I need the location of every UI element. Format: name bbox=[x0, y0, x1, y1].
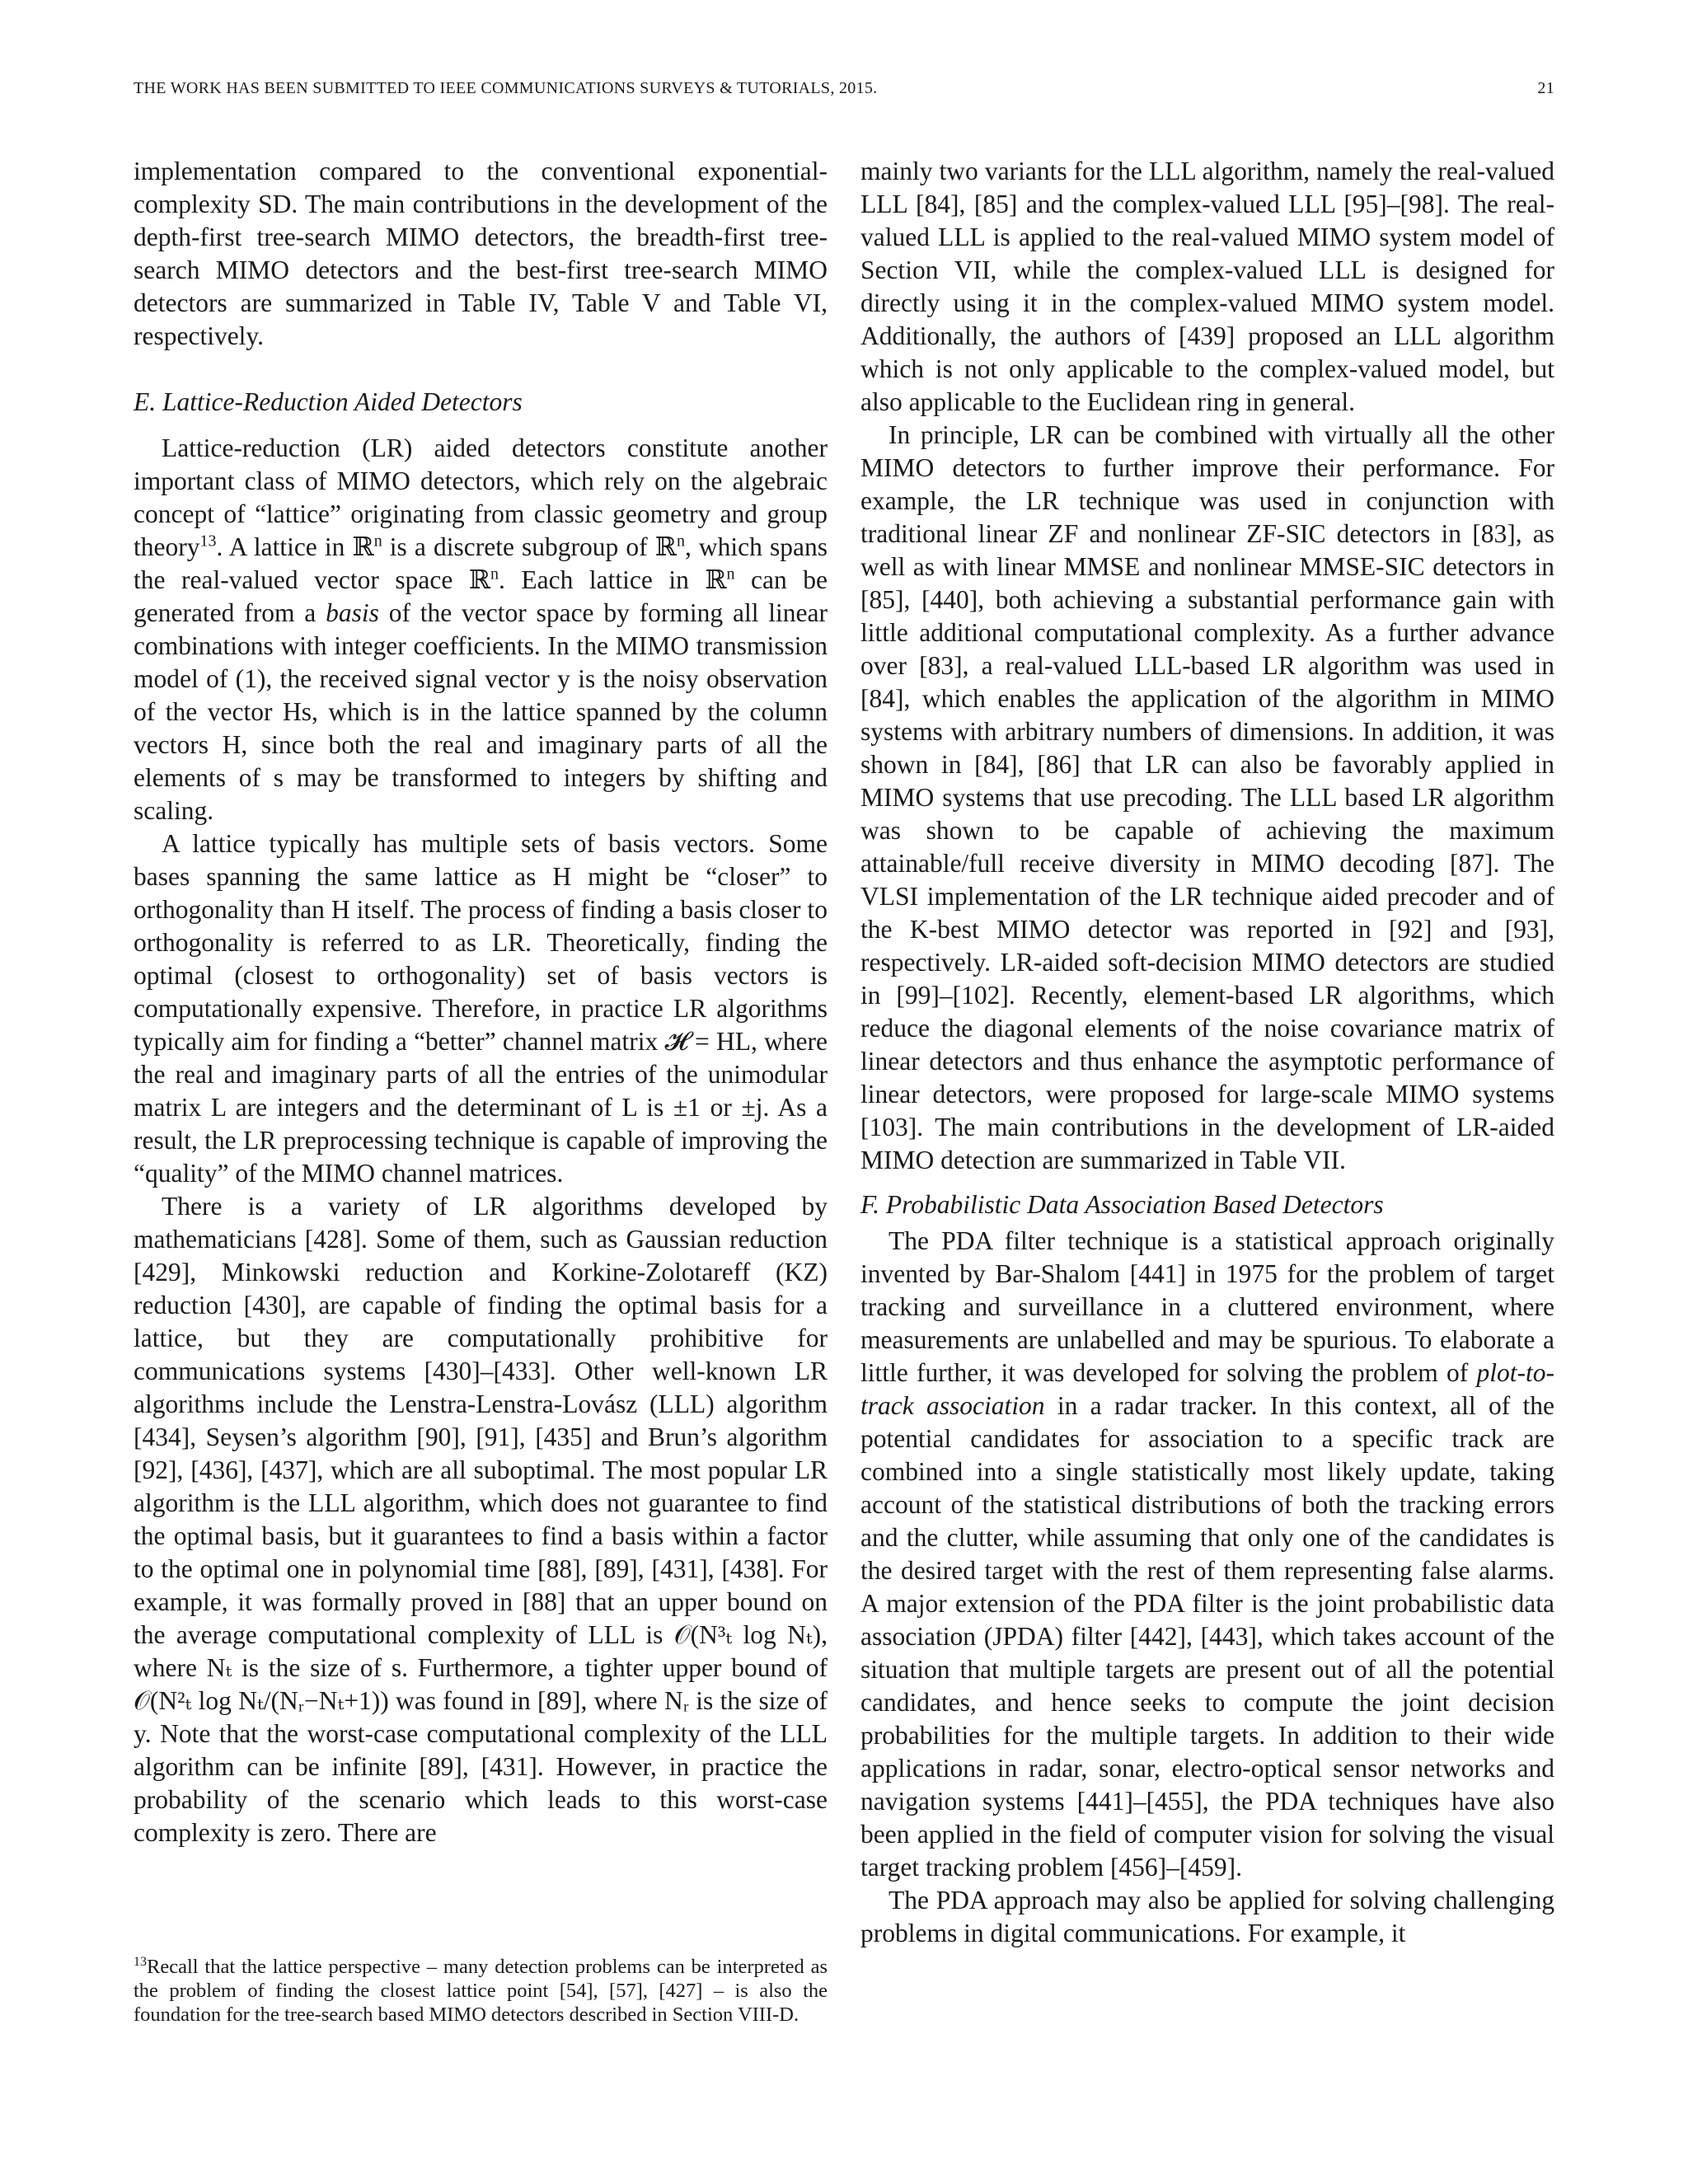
footnote-ref[interactable]: 13 bbox=[199, 532, 217, 551]
page-number: 21 bbox=[1537, 79, 1554, 97]
journal-header: THE WORK HAS BEEN SUBMITTED TO IEEE COMMUNICATIONS SURVEYS & TUTORIALS, 2015. bbox=[134, 79, 878, 97]
superscript: n bbox=[490, 565, 499, 583]
right-column bbox=[860, 155, 1554, 1950]
superscript: n bbox=[726, 565, 735, 583]
text-span: can be generated from a bbox=[134, 565, 828, 627]
footnote bbox=[134, 1955, 828, 2027]
text-span: Lattice-reduction (LR) aided detectors constitute another important class of MIMO detectors, which rely on the algebraic concept of “lattice” originating from classic geometry and group theory bbox=[134, 434, 828, 561]
paragraph bbox=[860, 1225, 1554, 1884]
footnote-mark: 13 bbox=[134, 1954, 147, 1969]
paragraph: mainly two variants for the LLL algorithm, namely the real-valued LLL [84], [85] and the complex-valued LLL [95]–[98]. The real-valued LLL is applied to the real-valued MIMO system model of Section VII, while the complex-valued LLL is designed for directly using it in the complex-valued MIMO system model. Additionally, the authors of [439] proposed an LLL algorithm which is not only applicable to the complex-valued model, but also applicable to the Euclidean ring in general. bbox=[860, 157, 1554, 416]
text-span: . A lattice in ℝ bbox=[216, 532, 374, 561]
paragraph bbox=[134, 432, 828, 827]
superscript: n bbox=[676, 532, 685, 551]
paragraph: There is a variety of LR algorithms developed by mathematicians [428]. Some of them, such as Gaussian reduction [429], Minkowski reduction and Korkine-Zolotareff (KZ) reduction [430], are capable of finding the optimal basis for a lattice, but they are computationally prohibitive for communications systems [430]–[433]. Other well-known LR algorithms include the Lenstra-Lenstra-Lovász (LLL) algorithm [434], Seysen’s algorithm [90], [91], [435] and Brun’s algorithm [92], [436], [437], which are all suboptimal. The most popular LR algorithm is the LLL algorithm, which does not guarantee to find the optimal basis, but it guarantees to find a basis within a factor to the optimal one in polynomial time [88], [89], [431], [438]. For example, it was formally proved in [88] that an upper bound on the average computational complexity of LLL is 𝒪(N³ₜ log Nₜ), where Nₜ is the size of s. Furthermore, a tighter upper bound of 𝒪(N²ₜ log Nₜ/(Nᵣ−Nₜ+1)) was found in [89], where Nᵣ is the size of y. Note that the worst-case computational complexity of the LLL algorithm can be infinite [89], [431]. However, in practice the probability of the scenario which leads to this worst-case complexity is zero. There are bbox=[134, 1192, 828, 1847]
text-span: is a discrete subgroup of ℝ bbox=[382, 532, 677, 561]
running-head bbox=[134, 79, 1554, 98]
text-span: The PDA filter technique is a statistical approach originally invented by Bar-Shalom [441] in 1975 for the problem of target tracking and surveillance in a cluttered environment, where measurements are unlabelled and may be spurious. To elaborate a little further, it was developed for solving the problem of bbox=[860, 1226, 1554, 1387]
emphasis: plot-to-track association bbox=[860, 1358, 1554, 1420]
paragraph: implementation compared to the conventional exponential-complexity SD. The main contributions in the development of the depth-first tree-search MIMO detectors, the breadth-first tree-search MIMO detectors and the best-first tree-search MIMO detectors are summarized in Table IV, Table V and Table VI, respectively. bbox=[134, 157, 828, 350]
footnote-text: Recall that the lattice perspective – many detection problems can be interpreted as the problem of finding the closest lattice point [54], [57], [427] – is also the foundation for the tree-search based MIMO detectors described in Section VIII-D. bbox=[134, 1956, 828, 2026]
text-span: . Each lattice in ℝ bbox=[499, 565, 727, 594]
text-span: in a radar tracker. In this context, all of the potential candidates for association to a specific track are combined into a single statistically most likely update, taking account of the statistical distributions of both the tracking errors and the clutter, while assuming that only one of the candidates is the desired target with the rest of them representing false alarms. A major extension of the PDA filter is the joint probabilistic data association (JPDA) filter [442], [443], which takes account of the situation that multiple targets are present out of all the potential candidates, and hence seeks to compute the joint decision probabilities for the multiple targets. In addition to their wide applications in radar, sonar, electro-optical sensor networks and navigation systems [441]–[455], the PDA techniques have also been applied in the field of computer vision for solving the visual target tracking problem [456]–[459]. bbox=[860, 1391, 1554, 1882]
emphasis: basis bbox=[326, 598, 379, 627]
superscript: n bbox=[373, 532, 382, 551]
paragraph: In principle, LR can be combined with virtually all the other MIMO detectors to further improve their performance. For example, the LR technique was used in conjunction with traditional linear ZF and nonlinear ZF-SIC detectors in [83], as well as with linear MMSE and nonlinear MMSE-SIC detectors in [85], [440], both achieving a substantial performance gain with little additional computational complexity. As a further advance over [83], a real-valued LLL-based LR algorithm was used in [84], which enables the application of the algorithm in MIMO systems with arbitrary numbers of dimensions. In addition, it was shown in [84], [86] that LR can also be favorably applied in MIMO systems that use precoding. The LLL based LR algorithm was shown to be capable of achieving the maximum attainable/full receive diversity in MIMO decoding [87]. The VLSI implementation of the LR technique aided precoder and of the K-best MIMO detector was reported in [92] and [93], respectively. LR-aided soft-decision MIMO detectors are studied in [99]–[102]. Recently, element-based LR algorithms, which reduce the diagonal elements of the noise covariance matrix of linear detectors and thus enhance the asymptotic performance of linear detectors, were proposed for large-scale MIMO systems [103]. The main contributions in the development of LR-aided MIMO detection are summarized in Table VII. bbox=[860, 420, 1554, 1174]
text-span: , which spans the real-valued vector space ℝ bbox=[134, 532, 828, 594]
paragraph: The PDA approach may also be applied for solving challenging problems in digital communications. For example, it bbox=[860, 1886, 1554, 1947]
paragraph: A lattice typically has multiple sets of basis vectors. Some bases spanning the same lattice as H might be “closer” to orthogonality than H itself. The process of finding a basis closer to orthogonality is referred to as LR. Theoretically, finding the optimal (closest to orthogonality) set of basis vectors is computationally expensive. Therefore, in practice LR algorithms typically aim for finding a “better” channel matrix 𝓗 = HL, where the real and imaginary parts of all the entries of the unimodular matrix L are integers and the determinant of L is ±1 or ±j. As a result, the LR preprocessing technique is capable of improving the “quality” of the MIMO channel matrices. bbox=[134, 829, 828, 1188]
section-e-heading: E. Lattice-Reduction Aided Detectors bbox=[134, 387, 523, 416]
text-span: of the vector space by forming all linear combinations with integer coefficients. In the MIMO transmission model of (1), the received signal vector y is the noisy observation of the vector Hs, which is in the lattice spanned by the column vectors H, since both the real and imaginary parts of all the elements of s may be transformed to integers by shifting and scaling. bbox=[134, 598, 828, 825]
left-column bbox=[134, 155, 828, 1849]
section-f-heading: F. Probabilistic Data Association Based Detectors bbox=[860, 1190, 1384, 1219]
